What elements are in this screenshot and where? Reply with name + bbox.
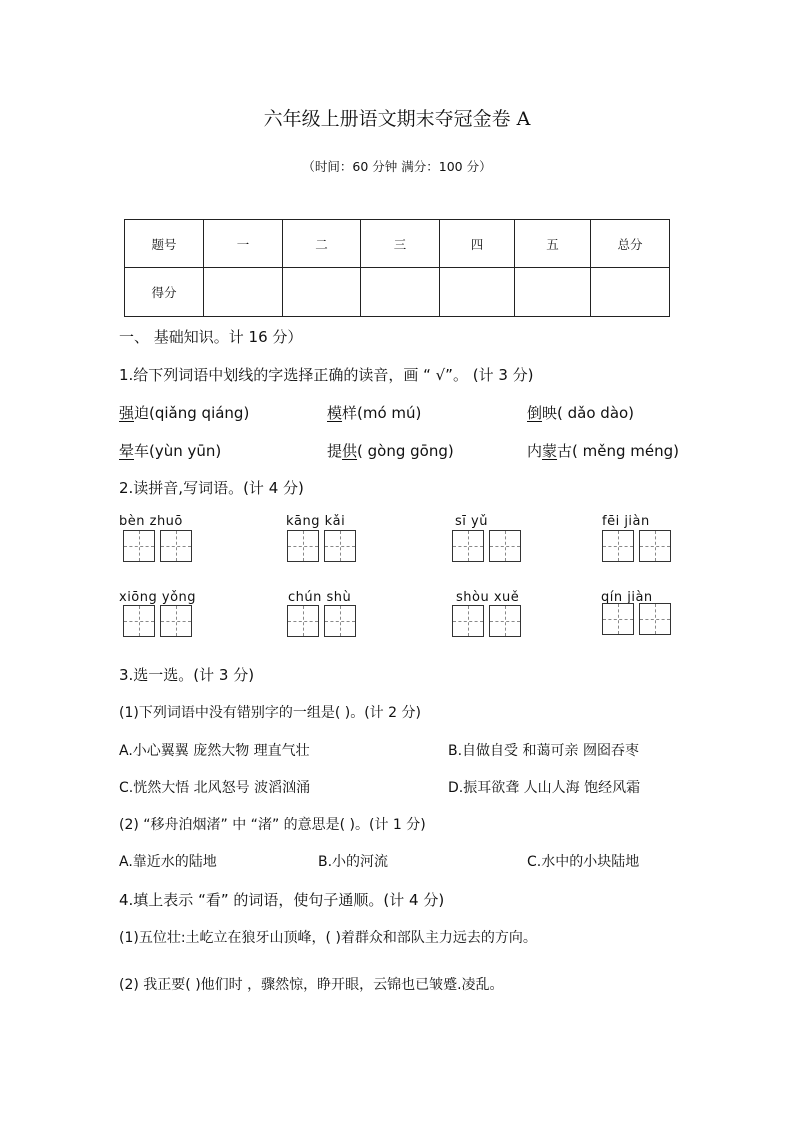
question-1-prompt: 1.给下列词语中划线的字选择正确的读音，画 “ √”。 (计 3 分): [119, 366, 534, 384]
score-cell[interactable]: [361, 268, 440, 317]
score-header-cell: 四: [440, 220, 515, 268]
writing-grid-box[interactable]: [324, 605, 356, 637]
q1-item: 内蒙古( měng méng): [527, 442, 680, 460]
score-cell[interactable]: [591, 268, 670, 317]
writing-grid-box[interactable]: [639, 603, 671, 635]
writing-grid-box[interactable]: [602, 530, 634, 562]
section-heading: 一、 基础知识。计 16 分）: [119, 328, 303, 346]
option-b: B.自做自受 和蔼可亲 囫囵吞枣: [448, 743, 639, 759]
pinyin-label: chún shù: [288, 590, 352, 605]
q3-sub1: (1)下列词语中没有错别字的一组是( )。(计 2 分): [119, 705, 421, 721]
q1-item: 倒映( dǎo dào): [527, 404, 635, 422]
writing-grid-box[interactable]: [287, 530, 319, 562]
question-4-prompt: 4.填上表示 “看” 的词语，使句子通顺。(计 4 分): [119, 891, 445, 909]
score-header-cell: 五: [515, 220, 591, 268]
score-row-label: 得分: [125, 268, 204, 317]
score-cell[interactable]: [440, 268, 515, 317]
writing-grid-box[interactable]: [489, 605, 521, 637]
score-header-cell: 题号: [125, 220, 204, 268]
q4-sentence-2: (2) 我正要( )他们时 ，骤然惊，睁开眼，云锦也已皱蹙.凌乱。: [119, 977, 504, 993]
writing-grid-box[interactable]: [324, 530, 356, 562]
question-3-prompt: 3.选一选。(计 3 分): [119, 666, 255, 684]
writing-grid-box[interactable]: [602, 603, 634, 635]
exam-info: （时间：60 分钟 满分：100 分）: [302, 159, 492, 174]
pinyin-label: bèn zhuō: [119, 514, 183, 529]
pinyin-label: fēi jiàn: [602, 514, 650, 529]
option-a: A.靠近水的陆地: [119, 854, 217, 870]
score-header-cell: 三: [361, 220, 440, 268]
q1-item: 模样(mó mú): [327, 404, 422, 422]
writing-grid-box[interactable]: [123, 530, 155, 562]
score-table: [124, 219, 670, 317]
pinyin-label: sī yǔ: [455, 514, 488, 529]
q3-sub2: (2) “移舟泊烟渚” 中 “渚” 的意思是( )。(计 1 分): [119, 817, 426, 833]
q1-item: 晕车(yùn yūn): [119, 442, 222, 460]
option-c: C.恍然大悟 北风怒号 波滔汹涌: [119, 780, 311, 796]
pinyin-label: kāng kǎi: [286, 514, 346, 529]
pinyin-label: qín jiàn: [601, 590, 653, 605]
writing-grid-box[interactable]: [452, 530, 484, 562]
option-d: D.振耳欲聋 人山人海 饱经风霜: [448, 780, 641, 796]
score-header-cell: 总分: [591, 220, 670, 268]
option-a: A.小心翼翼 庞然大物 理直气壮: [119, 743, 310, 759]
score-cell[interactable]: [515, 268, 591, 317]
writing-grid-box[interactable]: [489, 530, 521, 562]
writing-grid-box[interactable]: [160, 530, 192, 562]
option-b: B.小的河流: [318, 854, 389, 870]
q1-item: 提供( gòng gōng): [327, 442, 454, 460]
score-cell[interactable]: [283, 268, 361, 317]
writing-grid-box[interactable]: [123, 605, 155, 637]
score-header-cell: 二: [283, 220, 361, 268]
q1-item: 强迫(qiǎng qiáng): [119, 404, 250, 422]
score-header-cell: 一: [204, 220, 283, 268]
q4-sentence-1: (1)五位壮:土屹立在狼牙山顶峰，( )着群众和部队主力远去的方向。: [119, 930, 537, 946]
writing-grid-box[interactable]: [287, 605, 319, 637]
score-cell[interactable]: [204, 268, 283, 317]
pinyin-label: xiōng yǒng: [119, 590, 197, 605]
question-2-prompt: 2.读拼音,写词语。(计 4 分): [119, 479, 304, 497]
page-title: 六年级上册语文期末夺冠金卷 A: [263, 108, 531, 130]
writing-grid-box[interactable]: [639, 530, 671, 562]
writing-grid-box[interactable]: [160, 605, 192, 637]
option-c: C.水中的小块陆地: [527, 854, 640, 870]
writing-grid-box[interactable]: [452, 605, 484, 637]
pinyin-label: shòu xuě: [456, 590, 520, 605]
